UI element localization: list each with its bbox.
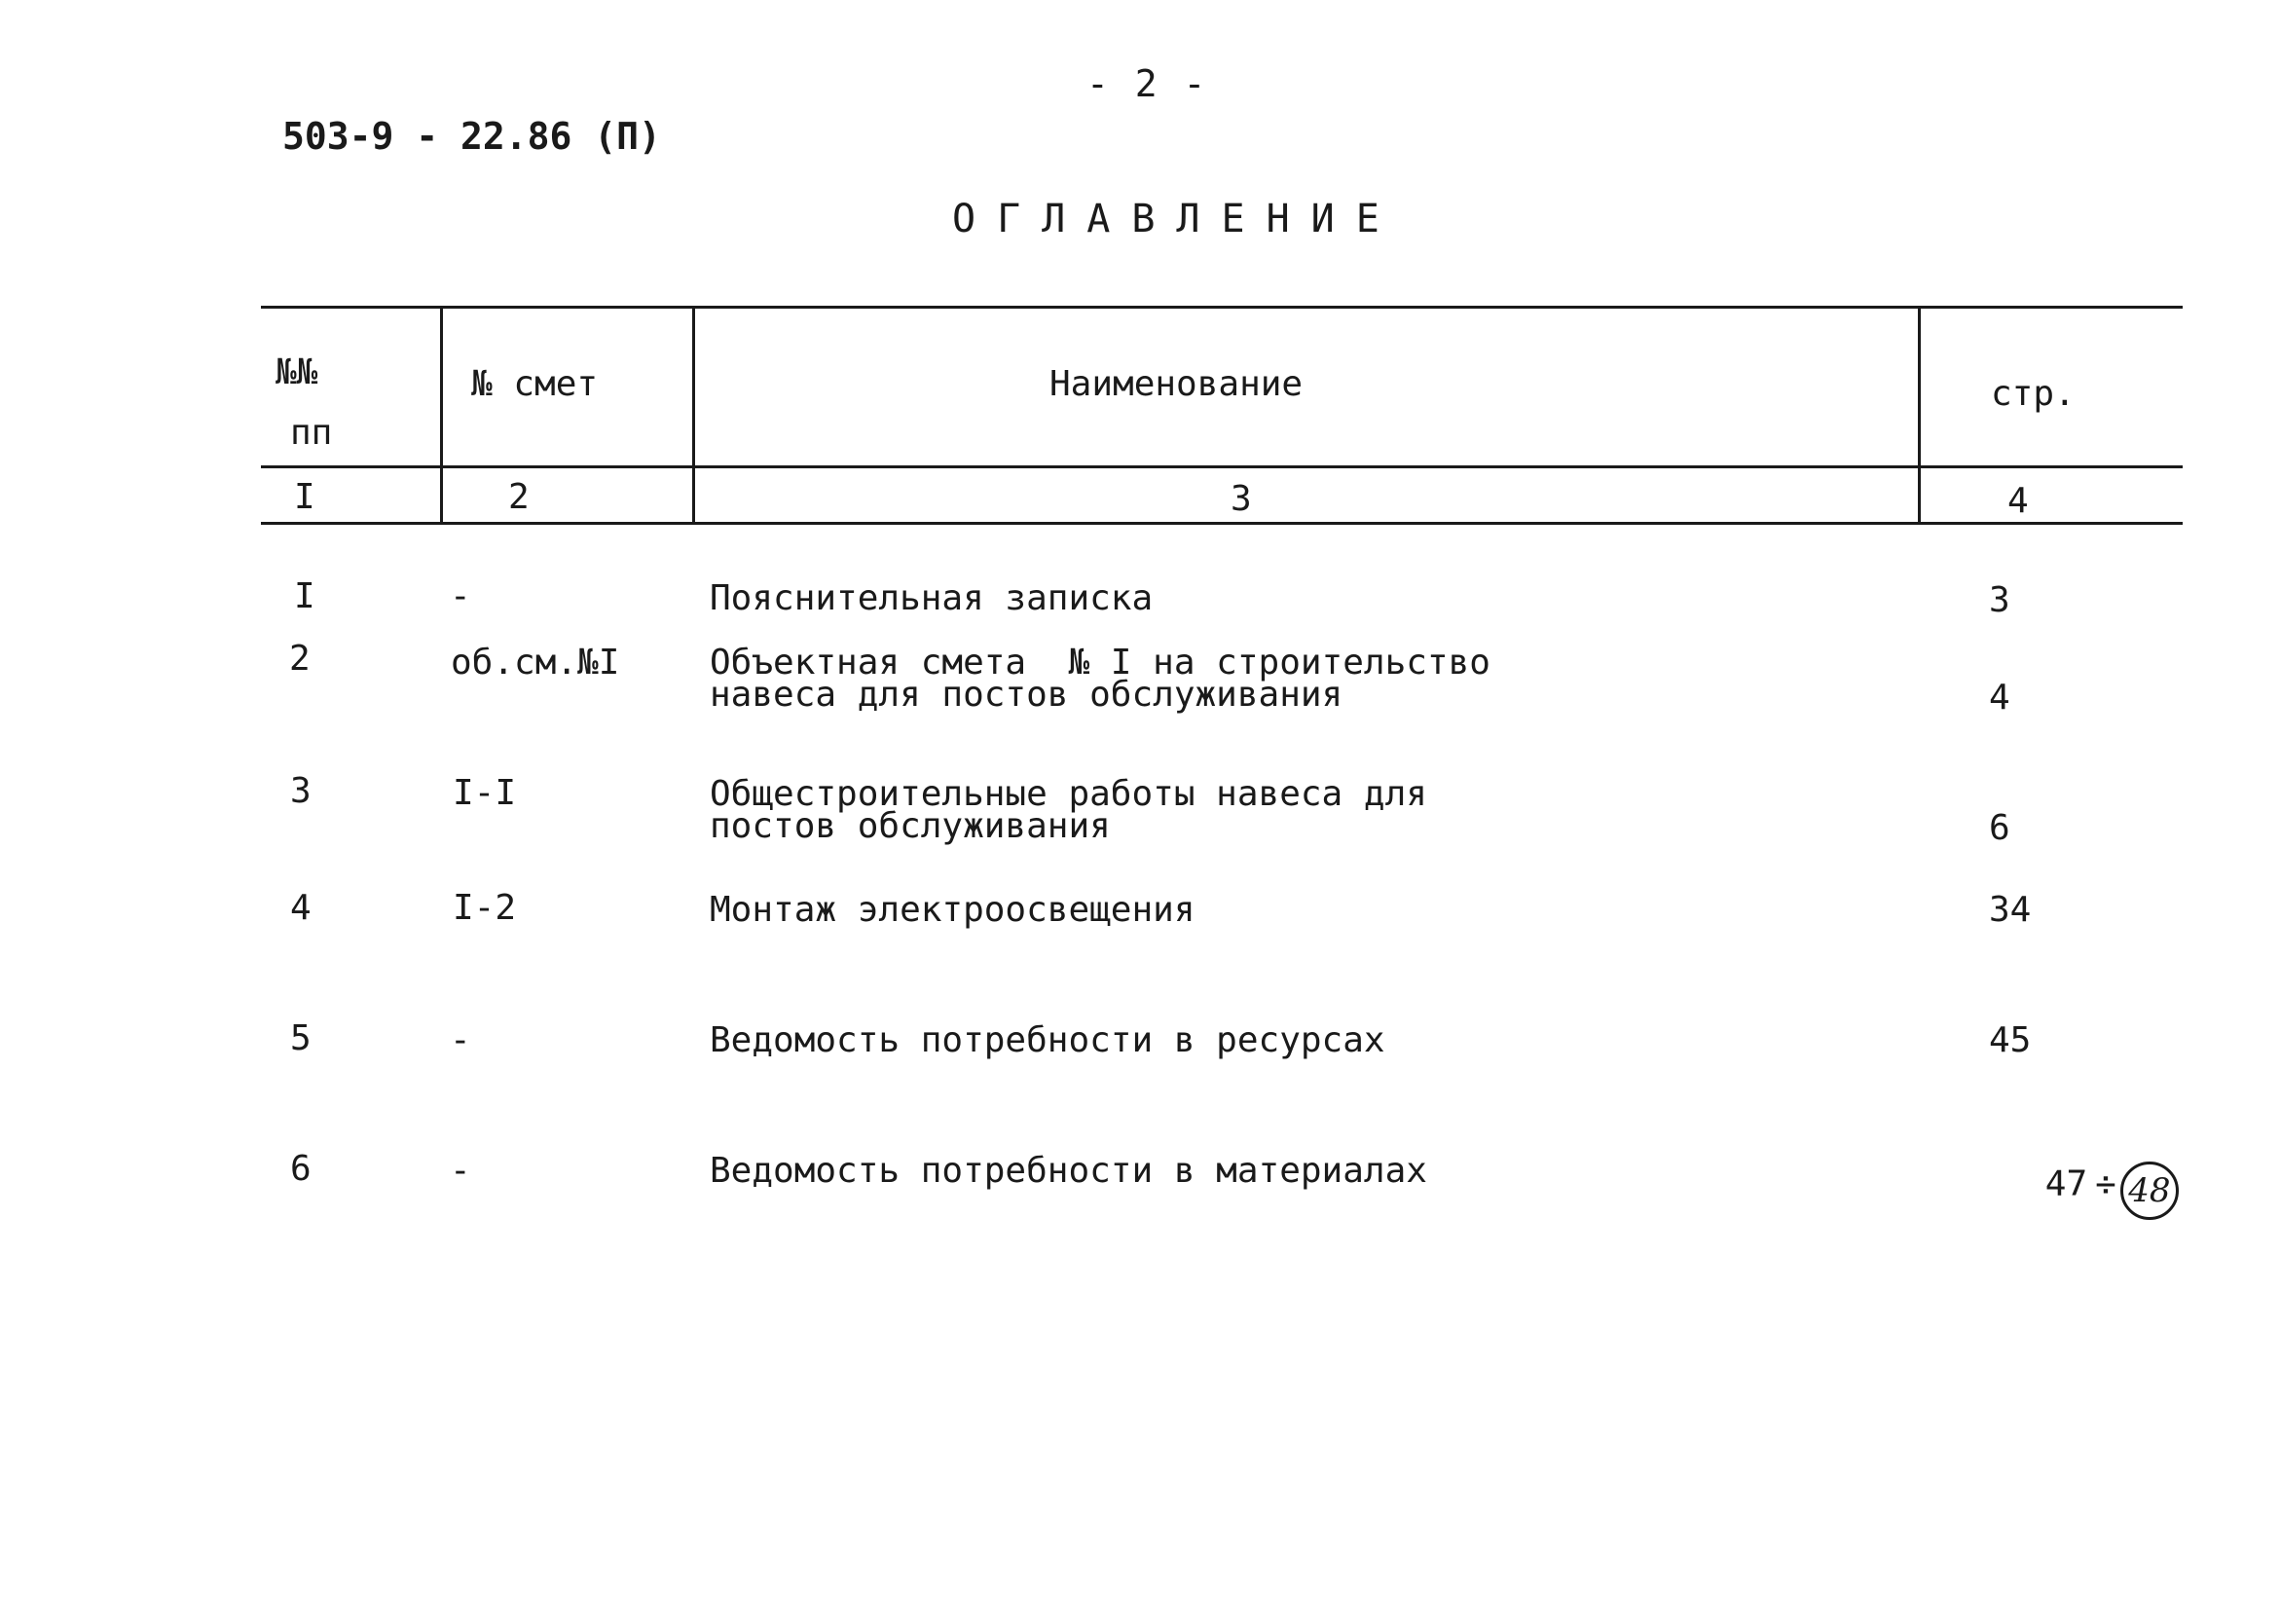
row-estimate: -	[450, 576, 471, 616]
row-name: Общестроительные работы навеса для	[710, 774, 1427, 814]
table-top-rule	[261, 306, 2183, 309]
col-header-estimate: № смет	[471, 364, 599, 404]
row-page: 45	[1989, 1020, 2032, 1060]
row-name: Монтаж электроосвещения	[710, 890, 1195, 930]
col-header-number-line2: пп	[290, 413, 333, 453]
row-name-continued: постов обслуживания	[710, 806, 1111, 846]
col-header-number-line1: №№	[276, 352, 318, 392]
row-number: 3	[290, 771, 312, 811]
row-estimate: -	[450, 1020, 471, 1060]
row-number: 5	[290, 1018, 312, 1058]
col-number: 2	[508, 477, 530, 517]
row-page: 34	[1989, 890, 2032, 930]
handwritten-circled-page: 48	[2120, 1162, 2179, 1220]
row-page: 6	[1989, 808, 2010, 848]
page-number: - 2 -	[1086, 62, 1208, 105]
table-header-rule	[261, 465, 2183, 468]
column-divider	[692, 306, 695, 522]
col-header-page: стр.	[1991, 374, 2076, 414]
row-name: Ведомость потребности в материалах	[710, 1151, 1427, 1191]
row-page-range	[1989, 1143, 2179, 1238]
row-number: 6	[290, 1149, 312, 1189]
col-header-name: Наименование	[1049, 364, 1304, 404]
row-estimate: об.см.№I	[451, 643, 620, 683]
col-number: 3	[1231, 479, 1252, 519]
table-colnum-rule	[261, 522, 2183, 525]
row-name: Пояснительная записка	[710, 578, 1154, 618]
column-divider	[440, 306, 443, 522]
row-page: 3	[1989, 580, 2010, 620]
row-name: Объектная смета № I на строительство	[710, 643, 1490, 683]
document-code: 503-9 - 22.86 (П)	[282, 115, 661, 158]
row-name: Ведомость потребности в ресурсах	[710, 1020, 1385, 1060]
row-number: I	[294, 576, 315, 616]
column-divider	[1918, 306, 1921, 522]
row-estimate: I-I	[453, 773, 517, 813]
range-separator: ÷	[2095, 1163, 2116, 1204]
row-page: 47	[2044, 1163, 2088, 1204]
row-number: 2	[289, 639, 311, 679]
row-number: 4	[290, 888, 312, 928]
row-page: 4	[1989, 678, 2010, 718]
row-estimate: I-2	[453, 888, 517, 928]
row-name-continued: навеса для постов обслуживания	[710, 675, 1343, 715]
col-number: I	[294, 477, 315, 517]
row-estimate: -	[450, 1151, 471, 1191]
col-number: 4	[2007, 481, 2029, 521]
toc-title: ОГЛАВЛЕНИЕ	[952, 197, 1401, 241]
